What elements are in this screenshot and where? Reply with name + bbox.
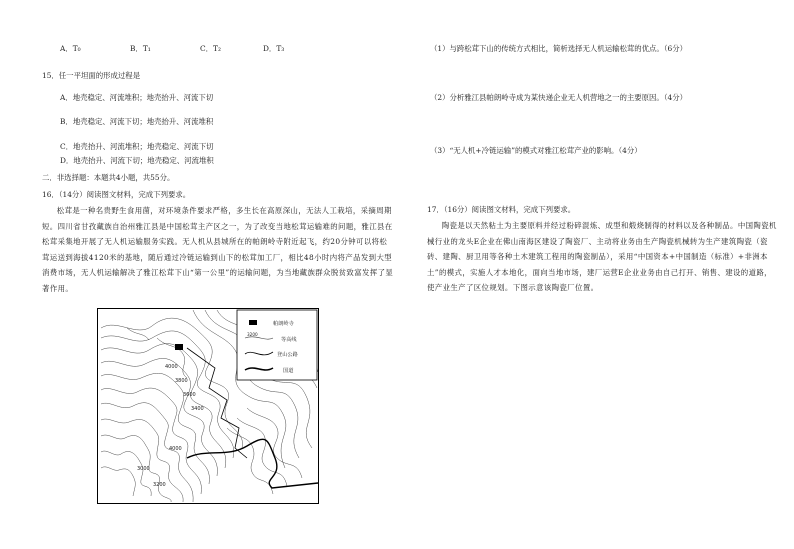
legend-national-road: 国道 [283,368,294,374]
map-legend [237,310,317,380]
legend-temple: 帕朗岭寺 [273,321,294,327]
q17-material: 陶瓷是以天然粘土为主要原料并经过粉碎混炼、成型和煅烧制得的材料以及各种制品。中国陶瓷机械行业的龙头E企业在佛山南海区建设了陶瓷厂、主动将业务由生产陶瓷机械转为生产建筑陶瓷（瓷砖、建陶、厨卫用等各种土木建筑工程用的陶瓷制品），采用“中国资本+中国制造（标准）+非洲本土”的模式，实施人才本地化，面向当地市场，建厂运营E企业业务由自己打开、销售、建设的道路，使产业生产了区位规划。下图示意该陶瓷厂位置。 [427,221,777,292]
contour-label: 3000 [137,466,150,472]
q16-sub3: （3）“无人机+冷链运输”的模式对雅江松茸产业的影响。（4分） [430,146,642,155]
temple-legend-icon [249,320,257,325]
legend-contour-sample: 3200 [247,332,258,337]
q16-sub1: （1）与跨松茸下山的传统方式相比，简析选择无人机运输松茸的优点。（6分） [430,44,687,53]
q16-heading: 16．（14分）阅读图文材料，完成下列要求。 [42,190,191,199]
contour-map [97,308,319,504]
option-d: D．T₃ [263,44,285,53]
legend-contour: 等高线 [281,337,297,343]
contour-label: 3800 [175,378,188,384]
q16-sub2: （2）分析雅江县帕朗岭寺成为某快递企业无人机营地之一的主要原因。（4分） [430,93,687,102]
legend-mountain-road: 登山公路 [277,352,298,358]
contour-label: 3600 [183,392,196,398]
q17-heading: 17．（16分）阅读图文材料，完成下列要求。 [427,205,576,214]
q16-material: 松茸是一种名贵野生食用菌，对环境条件要求严格，多生长在高原深山，无法人工栽培，采摘周期短。四川省甘孜藏族自治州雅江县是中国松茸主产区之一，为了改变当地松茸运输难的问题，雅江县在松茸采集地开展了无人机运输服务实践。无人机从县城所在的帕朗岭寺附近起飞，约20分钟可以将松茸运送到海拔4120米的基地，随后通过冷链运输到山下的松茸加工厂，相比48小时内将产品发到大型消费市场，无人机运输解决了雅江松茸下山“第一公里”的运输问题，为当地藏族群众脱贫致富发挥了显著作用。 [42,206,394,293]
option-c: C．T₂ [200,44,221,53]
q15-option-c: C．地壳抬升、河流堆积；地壳稳定、河流下切 [60,142,214,151]
contour-label: 4000 [169,446,182,452]
q15-stem: 15．任一平坦面的形成过程是 [42,71,141,80]
q15-option-d: D．地壳抬升、河流下切；地壳稳定、河流堆积 [60,156,214,165]
contour-label: 3200 [153,482,166,488]
q15-option-a: A．地壳稳定、河流堆积；地壳抬升、河流下切 [60,93,214,102]
temple-icon [175,344,183,350]
option-a: A．T₀ [60,44,81,53]
contour-label: 4000 [165,364,178,370]
contour-label: 3400 [191,406,204,412]
q15-option-b: B．地壳稳定、河流下切；地壳抬升、河流堆积 [60,117,214,126]
option-b: B．T₁ [130,44,151,53]
section-heading: 二．非选择题：本题共4小题，共55分。 [42,173,175,182]
